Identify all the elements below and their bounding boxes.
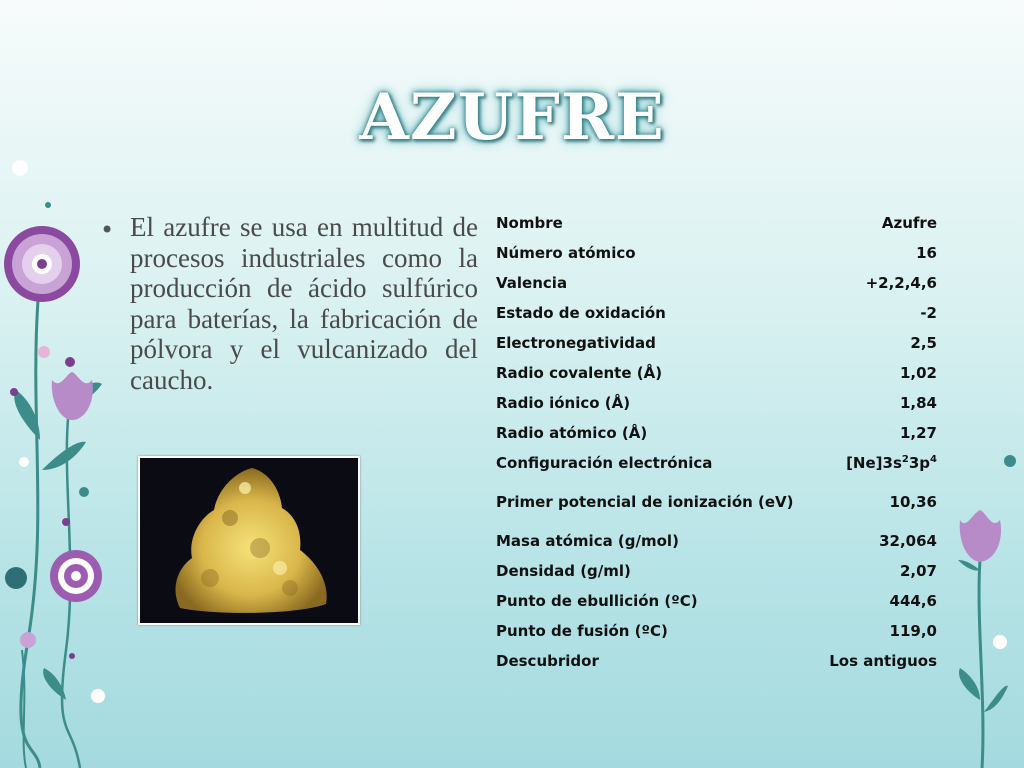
property-value: 32,064 (879, 532, 937, 550)
table-row (496, 478, 937, 526)
property-name: Radio covalente (Å) (496, 364, 663, 382)
flower-large-icon (4, 226, 80, 302)
config-sup-1: 2 (901, 454, 909, 465)
property-value: 2,07 (899, 562, 937, 580)
property-name: Estado de oxidación (496, 304, 666, 322)
property-value: Los antiguos (829, 652, 937, 670)
property-value: -2 (920, 304, 937, 322)
config-sup-2: 4 (930, 454, 937, 465)
property-value: 1,27 (899, 424, 937, 442)
table-row (496, 526, 937, 556)
property-value: 16 (916, 244, 937, 262)
table-row (496, 328, 937, 358)
slide-title: AZUFRE (359, 80, 665, 155)
property-value: 2,5 (910, 334, 937, 352)
property-name: Radio iónico (Å) (496, 394, 631, 412)
property-value: Azufre (881, 214, 937, 232)
table-row (496, 556, 937, 586)
config-base: [Ne]3s (846, 454, 902, 472)
bullet-text: El azufre se usa en multitud de procesos industriales como la producción de ácido sulfúrico para baterías, la fabricación de pólvora y el vulcanizado del caucho. (130, 212, 478, 395)
property-name: Punto de ebullición (ºC) (496, 592, 698, 610)
property-value (796, 448, 937, 478)
property-value: 119,0 (889, 622, 937, 640)
flower-ring-icon (50, 550, 102, 602)
sulfur-crystal-photo (138, 456, 360, 625)
property-value: 1,84 (899, 394, 937, 412)
property-name: Primer potencial de ionización (eV) (496, 492, 794, 511)
property-value: 444,6 (889, 592, 937, 610)
config-mid: 3p (908, 454, 931, 472)
property-name: Número atómico (496, 244, 636, 262)
property-name: Masa atómica (g/mol) (496, 532, 679, 550)
property-value: 1,02 (899, 364, 937, 382)
property-name: Valencia (496, 274, 568, 292)
table-row (496, 268, 937, 298)
property-name: Radio atómico (Å) (496, 424, 648, 442)
table-row (496, 448, 937, 478)
table-row (496, 388, 937, 418)
table-row (496, 646, 937, 676)
table-row (496, 616, 937, 646)
property-name: Densidad (g/ml) (496, 562, 631, 580)
property-name: Punto de fusión (ºC) (496, 622, 668, 640)
property-name: Configuración electrónica (496, 454, 713, 472)
property-name: Nombre (496, 214, 563, 232)
table-row (496, 358, 937, 388)
table-row (496, 586, 937, 616)
bullet-marker: • (100, 216, 115, 244)
property-name: Electronegatividad (496, 334, 656, 352)
properties-table (496, 208, 937, 676)
table-row (496, 418, 937, 448)
table-row (496, 298, 937, 328)
property-name: Descubridor (496, 652, 599, 670)
property-value: 10,36 (889, 492, 937, 511)
table-row (496, 238, 937, 268)
property-value: +2,2,4,6 (865, 274, 937, 292)
table-row (496, 208, 937, 238)
